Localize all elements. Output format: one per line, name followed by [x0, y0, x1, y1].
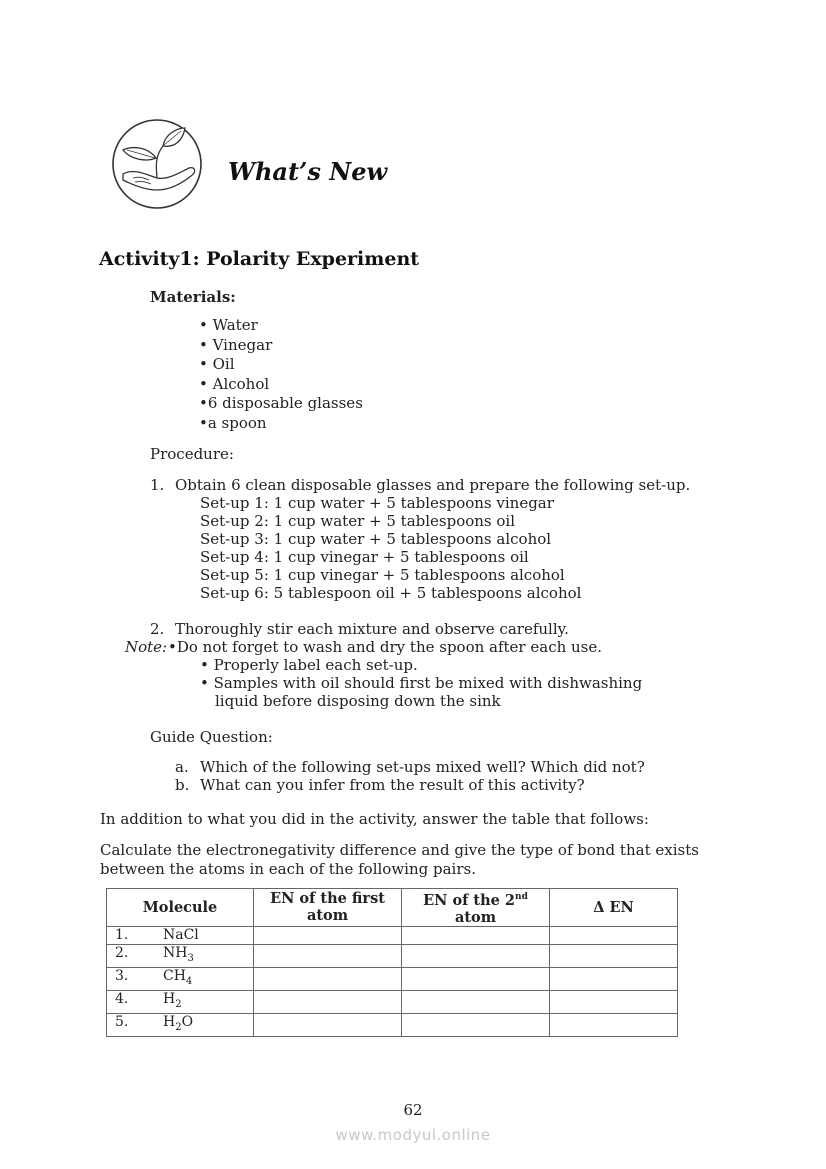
header-text: EN of the 2	[423, 891, 516, 909]
list-item: Set-up 4: 1 cup vinegar + 5 tablespoons oil	[200, 548, 529, 566]
watermark: www.modyul.online	[335, 1126, 491, 1144]
table-row	[107, 945, 678, 968]
instruction-text: In addition to what you did in the activity, answer the table that follows:	[100, 810, 649, 828]
molecule-cell	[107, 926, 254, 945]
formula: H	[163, 1013, 176, 1030]
header-line: atom	[454, 908, 497, 926]
row-number: 5.	[115, 1013, 129, 1030]
guide-question-label: Guide Question:	[150, 728, 273, 746]
formula-subscript: 2	[175, 998, 182, 1010]
list-item: • Vinegar	[199, 335, 273, 354]
materials-label: Materials:	[150, 288, 236, 306]
en-second-header	[402, 889, 550, 927]
answer-cell[interactable]	[402, 1013, 550, 1036]
molecule-cell	[107, 968, 254, 991]
molecule-cell	[107, 990, 254, 1013]
note-item: • Samples with oil should first be mixed with dishwashing	[200, 674, 643, 692]
list-item: • Water	[199, 316, 258, 334]
answer-cell[interactable]	[402, 945, 550, 968]
table-row	[107, 926, 678, 945]
answer-cell[interactable]	[254, 990, 402, 1013]
formula-subscript: 4	[185, 975, 193, 987]
delta-en-header: Δ EN	[550, 889, 678, 927]
header-superscript: nd	[515, 892, 528, 902]
answer-cell[interactable]	[550, 968, 678, 991]
answer-cell[interactable]	[550, 945, 678, 968]
molecule-cell	[107, 945, 254, 968]
note-item: •Do not forget to wash and dry the spoon after each use.	[168, 638, 603, 656]
formula: NaCl	[163, 927, 199, 944]
answer-cell[interactable]	[254, 945, 402, 968]
header-line	[402, 889, 549, 909]
formula-subscript: 2	[175, 1021, 182, 1033]
materials-list	[199, 316, 363, 434]
list-item: Set-up 1: 1 cup water + 5 tablespoons vinegar	[200, 494, 554, 512]
molecule-cell	[107, 1013, 254, 1036]
list-item: Set-up 2: 1 cup water + 5 tablespoons oil	[200, 512, 516, 530]
guide-question-a: Which of the following set-ups mixed well? Which did not?	[200, 758, 645, 776]
answer-cell[interactable]	[550, 926, 678, 945]
setup-list	[200, 494, 581, 602]
answer-cell[interactable]	[550, 1013, 678, 1036]
step-number: 2.	[150, 620, 165, 638]
note-item: liquid before disposing down the sink	[215, 692, 501, 710]
row-number: 1.	[115, 927, 129, 944]
procedure-step-1: Obtain 6 clean disposable glasses and prepare the following set-up.	[175, 476, 691, 494]
header-line: atom	[306, 907, 349, 925]
procedure-label: Procedure:	[150, 445, 234, 463]
electronegativity-table	[106, 888, 678, 1037]
table-row	[107, 990, 678, 1013]
activity-title: Activity1: Polarity Experiment	[99, 248, 420, 270]
answer-cell[interactable]	[402, 990, 550, 1013]
list-item: Set-up 5: 1 cup vinegar + 5 tablespoons alcohol	[200, 566, 565, 584]
answer-cell[interactable]	[254, 1013, 402, 1036]
header-line: EN of the first	[270, 890, 385, 908]
guide-question-b: What can you infer from the result of this activity?	[200, 776, 585, 794]
list-marker: b.	[175, 776, 190, 794]
row-number: 4.	[115, 990, 129, 1007]
row-number: 3.	[115, 968, 129, 985]
list-item: •a spoon	[199, 413, 267, 432]
instruction-text: between the atoms in each of the following pairs.	[100, 860, 476, 878]
formula: O	[181, 1013, 194, 1030]
list-item: • Oil	[199, 355, 235, 374]
section-title: What’s New	[228, 157, 388, 186]
list-item: •6 disposable glasses	[199, 394, 363, 413]
formula: CH	[163, 968, 186, 985]
answer-cell[interactable]	[402, 968, 550, 991]
procedure-step-2: Thoroughly stir each mixture and observe carefully.	[175, 620, 569, 638]
list-marker: a.	[175, 758, 189, 776]
answer-cell[interactable]	[402, 926, 550, 945]
note-item: • Properly label each set-up.	[200, 656, 418, 674]
molecule-header: Molecule	[107, 889, 254, 927]
answer-cell[interactable]	[254, 926, 402, 945]
step-number: 1.	[150, 476, 165, 494]
answer-cell[interactable]	[254, 968, 402, 991]
list-item: Set-up 6: 5 tablespoon oil + 5 tablespoons alcohol	[200, 584, 582, 602]
page-number: 62	[403, 1101, 423, 1119]
list-item: Set-up 3: 1 cup water + 5 tablespoons alcohol	[200, 530, 552, 548]
formula: H	[163, 990, 176, 1007]
note-label: Note:	[125, 638, 168, 656]
formula: NH	[163, 945, 188, 962]
en-first-header	[254, 889, 402, 927]
hand-sprout-logo-icon	[111, 118, 203, 210]
answer-cell[interactable]	[550, 990, 678, 1013]
instruction-text: Calculate the electronegativity difference and give the type of bond that exists	[100, 841, 699, 859]
list-item: • Alcohol	[199, 374, 270, 393]
row-number: 2.	[115, 945, 129, 962]
table-header-row	[107, 889, 678, 927]
formula-subscript: 3	[187, 953, 194, 965]
table-row	[107, 1013, 678, 1036]
table-row	[107, 968, 678, 991]
